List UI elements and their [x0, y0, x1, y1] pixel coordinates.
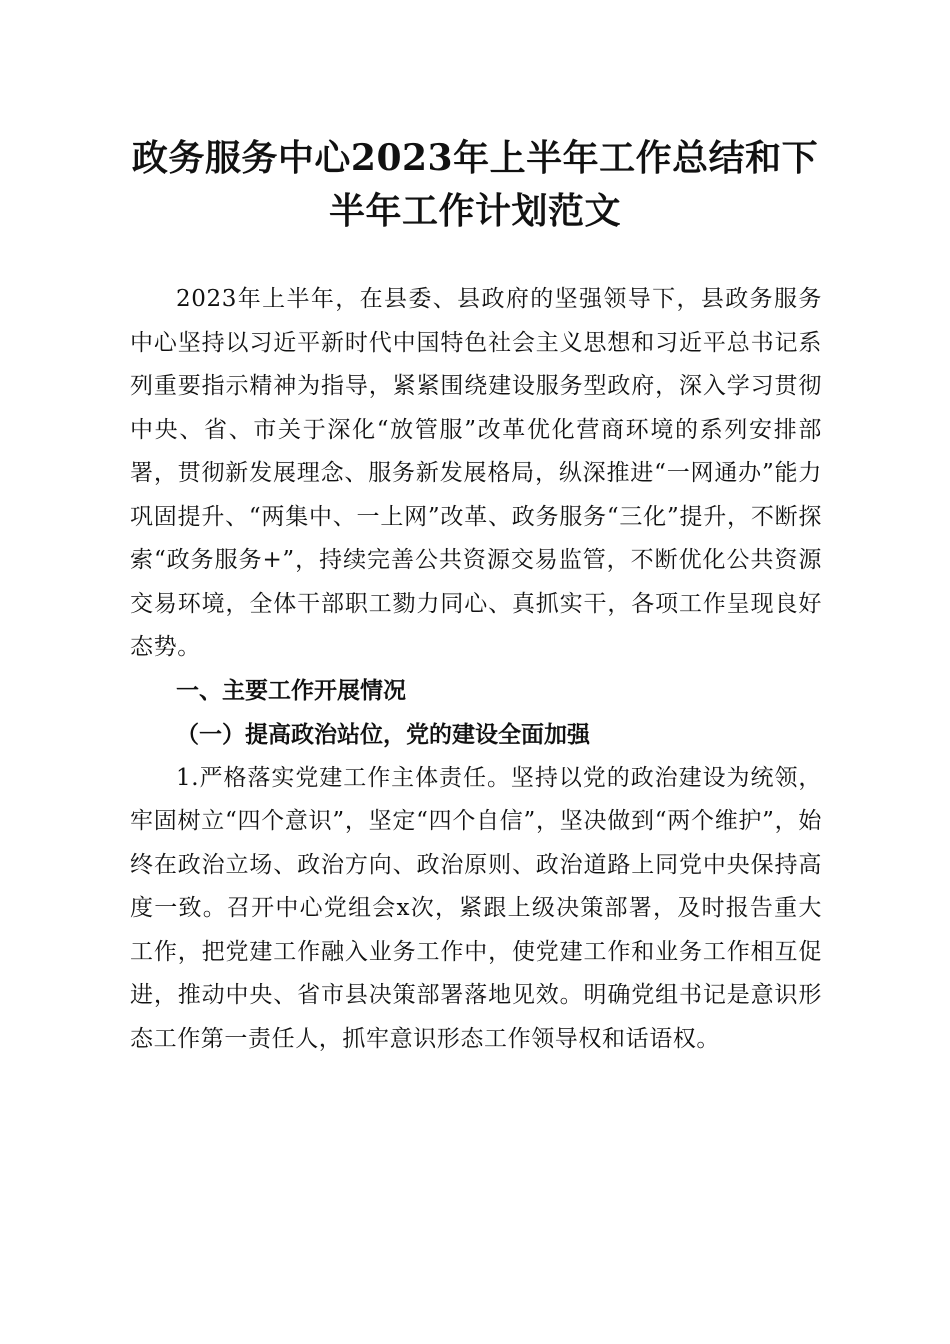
document-title: 政务服务中心2023年上半年工作总结和下半年工作计划范文	[131, 137, 819, 232]
item-paragraph: 1.严格落实党建工作主体责任。坚持以党的政治建设为统领，牢固树立“四个意识”，坚定“四个自信”，坚决做到“两个维护”，始终在政治立场、政治方向、政治原则、政治道路上同党中央保持高度一致。召开中心党组会x次，紧跟上级决策部署，及时报告重大工作，把党建工作融入业务工作中，使党建工作和业务工作相互促进，推动中央、省市县决策部署落地见效。明确党组书记是意识形态工作第一责任人，抓牢意识形态工作领导权和话语权。	[130, 764, 822, 1052]
intro-paragraph: 2023年上半年，在县委、县政府的坚强领导下，县政务服务中心坚持以习近平新时代中国特色社会主义思想和习近平总书记系列重要指示精神为指导，紧紧围绕建设服务型政府，深入学习贯彻中央、省、市关于深化“放管服”改革优化营商环境的系列安排部署，贯彻新发展理念、服务新发展格局，纵深推进“一网通办”能力巩固提升、“两集中、一上网”改革、政务服务“三化”提升，不断探索“政务服务+”，持续完善公共资源交易监管，不断优化公共资源交易环境，全体干部职工勠力同心、真抓实干，各项工作呈现良好态势。	[130, 286, 822, 660]
subsection-heading: （一）提高政治站位，党的建设全面加强	[176, 721, 590, 748]
section-heading: 一、主要工作开展情况	[176, 677, 406, 704]
document-body	[130, 278, 822, 1061]
